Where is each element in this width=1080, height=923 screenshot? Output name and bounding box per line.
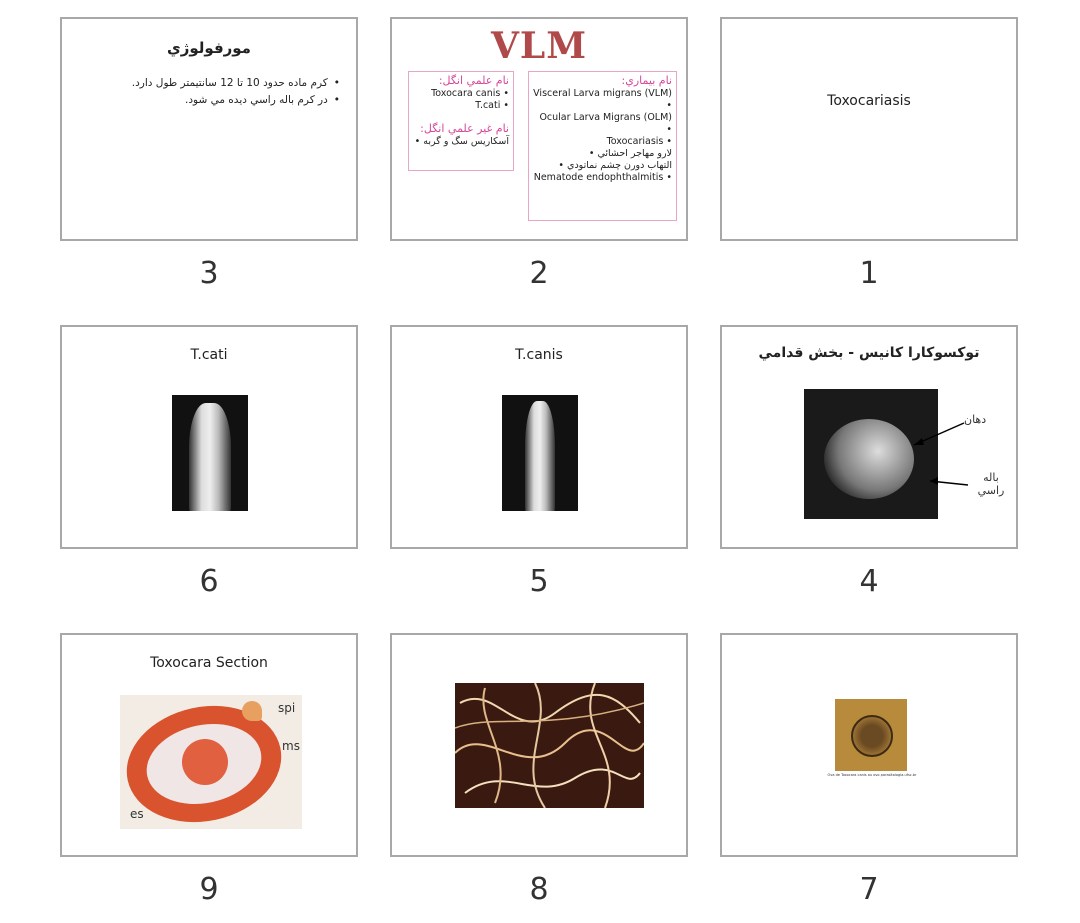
list-item: التهاب دورن چشم نماتودي •	[533, 160, 672, 172]
list-item: Toxocariasis •	[533, 136, 672, 148]
slide-title: مورفولوژي	[167, 39, 251, 57]
ms-label: ms	[282, 739, 300, 753]
slide-thumbnail-3[interactable]	[60, 17, 358, 241]
slide-thumbnail-1[interactable]	[720, 17, 1018, 241]
mouth-label: دهان	[964, 413, 987, 426]
spi-label: spi	[278, 701, 296, 715]
slide-thumbnail-6[interactable]	[60, 325, 358, 549]
list-item: آسكاريس سگ و گربه •	[413, 136, 509, 148]
disease-name-box	[528, 71, 677, 221]
list-item: Visceral Larva migrans (VLM) •	[533, 88, 672, 112]
slide-title: توكسوكارا كانيس - بخش قدامي	[758, 345, 980, 361]
toxocara-egg-image	[835, 699, 907, 771]
box-heading: نام غير علمي انگل:	[420, 122, 509, 135]
slide-title: Toxocara Section	[150, 655, 268, 671]
tcati-sem-image	[172, 395, 248, 511]
slide-number-6: 6	[199, 564, 219, 599]
bullet-item: • در كرم باله راسي ديده مي شود.	[82, 92, 340, 109]
slide-number-8: 8	[529, 872, 549, 907]
slide-title: VLM	[490, 25, 588, 67]
list-item: Ocular Larva Migrans (OLM) •	[533, 112, 672, 136]
larvae-image	[455, 683, 644, 808]
slide-number-5: 5	[529, 564, 549, 599]
slide-number-7: 7	[859, 872, 879, 907]
bullet-list	[82, 75, 340, 109]
slide-thumbnail-8[interactable]	[390, 633, 688, 857]
fin-label: باله راسي	[977, 471, 1005, 497]
list-item: Nematode endophthalmitis •	[533, 172, 672, 184]
slide-title: T.cati	[190, 347, 228, 363]
tcanis-sem-image	[502, 395, 578, 511]
slide-number-3: 3	[199, 256, 219, 291]
list-item: لارو مهاجر احشائي •	[533, 148, 672, 160]
list-item: Toxocara canis •	[413, 88, 509, 100]
list-item: T.cati •	[413, 100, 509, 112]
es-label: es	[130, 807, 144, 821]
scientific-name-box	[408, 71, 514, 171]
slide-thumbnail-4[interactable]	[720, 325, 1018, 549]
slide-title: T.canis	[515, 347, 563, 363]
bullet-item: • كرم ماده حدود 10 تا 12 سانتيمتر طول دارد.	[82, 75, 340, 92]
box-heading: نام علمي انگل:	[438, 74, 509, 87]
slide-thumbnail-9[interactable]	[60, 633, 358, 857]
slide-thumbnail-2[interactable]	[390, 17, 688, 241]
box-heading: نام بيماري:	[621, 74, 672, 87]
slide-thumbnail-5[interactable]	[390, 325, 688, 549]
slide-title: Toxocariasis	[827, 93, 911, 109]
annotation-arrows	[722, 327, 1018, 549]
image-caption: Ova de Toxocara canis ou ovo parasitologia.ufsc.br	[827, 773, 917, 777]
section-micrograph	[120, 695, 302, 829]
slide-number-4: 4	[859, 564, 879, 599]
slide-thumbnail-7[interactable]	[720, 633, 1018, 857]
slide-number-9: 9	[199, 872, 219, 907]
slide-number-1: 1	[859, 256, 879, 291]
slide-number-2: 2	[529, 256, 549, 291]
